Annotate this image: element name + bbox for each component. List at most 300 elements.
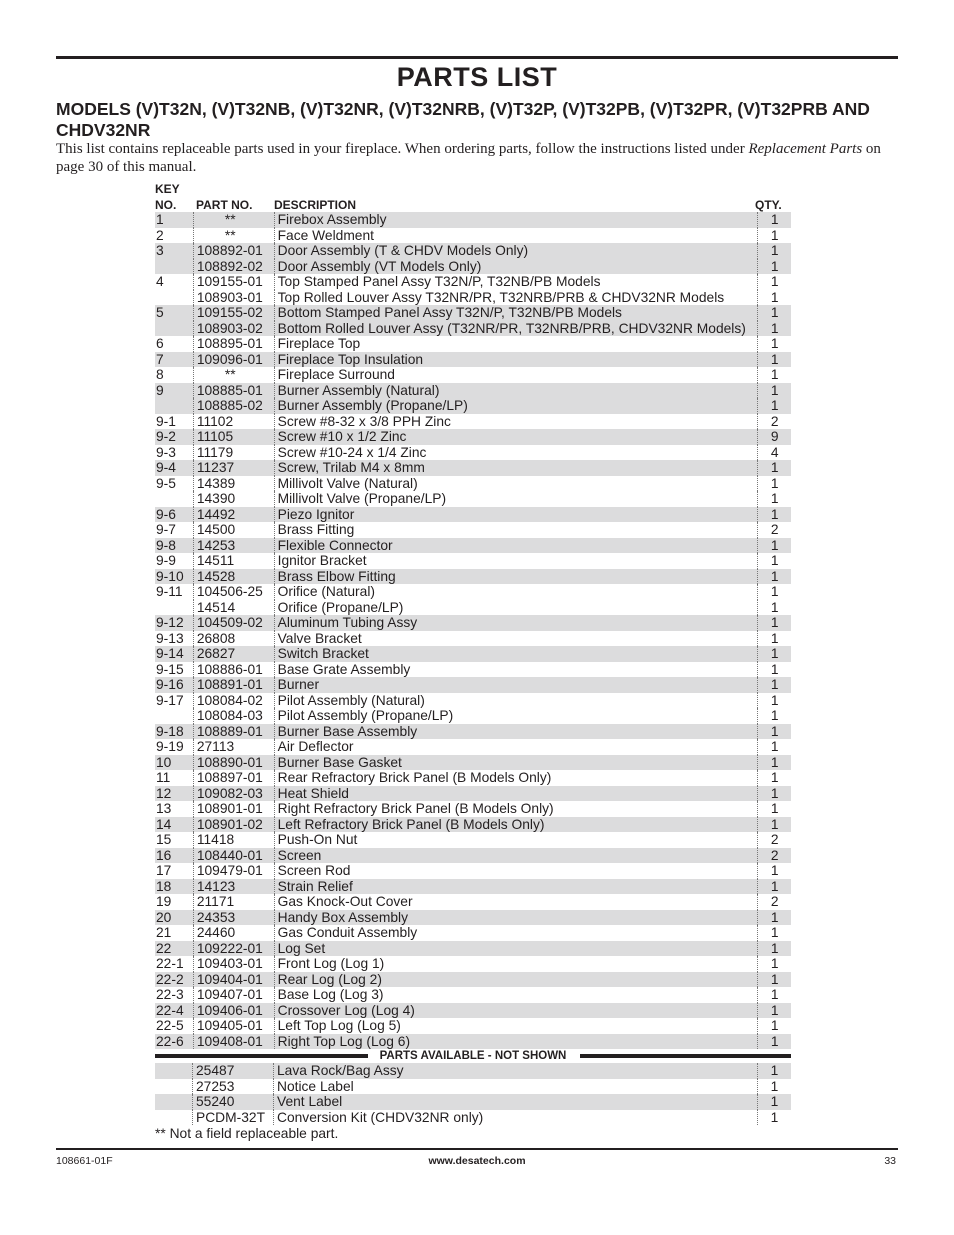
key-number: 9-10 bbox=[155, 569, 193, 585]
part-number: 11102 bbox=[193, 414, 274, 430]
key-number: 9-17 bbox=[156, 692, 184, 708]
quantity: 1 bbox=[758, 879, 791, 895]
quantity: 1 bbox=[758, 538, 791, 554]
part-number bbox=[193, 228, 274, 244]
not-shown-table bbox=[155, 1063, 791, 1125]
part-number: 108897-01 bbox=[193, 770, 274, 786]
key-number: 4 bbox=[156, 274, 164, 289]
key-number: 22-5 bbox=[156, 1018, 184, 1033]
key-number: 7 bbox=[155, 352, 193, 368]
description: Flexible Connector bbox=[274, 538, 758, 554]
description: Conversion Kit (CHDV32NR only) bbox=[274, 1110, 758, 1126]
quantity: 1 bbox=[758, 770, 791, 786]
part-number: 26808 bbox=[193, 631, 274, 647]
quantity: 1 bbox=[758, 646, 791, 662]
part-number: 108440-01 bbox=[193, 848, 274, 864]
description: Strain Relief bbox=[274, 879, 758, 895]
key-number bbox=[155, 1110, 193, 1126]
table-row bbox=[155, 398, 791, 414]
table-row bbox=[155, 677, 791, 693]
quantity: 1 bbox=[758, 491, 791, 507]
table-row bbox=[155, 290, 791, 306]
quantity: 1 bbox=[758, 724, 791, 740]
part-number: 108901-02 bbox=[193, 817, 274, 833]
table-row bbox=[155, 1079, 791, 1095]
description: Bottom Stamped Panel Assy T32N/P, T32NB/PB Models bbox=[274, 305, 758, 321]
table-row bbox=[155, 1094, 791, 1110]
part-number: 109406-01 bbox=[193, 1003, 274, 1019]
table-row bbox=[155, 228, 791, 244]
table-row bbox=[155, 1110, 791, 1126]
key-number: 9 bbox=[155, 383, 193, 399]
not-shown-label-wrap bbox=[155, 1050, 791, 1062]
key-number: 14 bbox=[155, 817, 193, 833]
quantity: 4 bbox=[758, 445, 791, 461]
key-number bbox=[155, 600, 193, 616]
not-shown-separator bbox=[155, 1050, 791, 1062]
table-row bbox=[155, 615, 791, 631]
description: Log Set bbox=[274, 941, 758, 957]
key-number: 9-13 bbox=[156, 630, 184, 646]
description: Heat Shield bbox=[274, 786, 758, 802]
key-number: 19 bbox=[156, 894, 172, 909]
description: Gas Knock-Out Cover bbox=[274, 894, 758, 910]
table-row bbox=[155, 817, 791, 833]
models-heading: MODELS (V)T32N, (V)T32NB, (V)T32NR, (V)T32NRB, (V)T32P, (V)T32PB, (V)T32PR, (V)T32PRB AND CHDV32NR bbox=[56, 99, 870, 140]
description: Screw #10-24 x 1/4 Zinc bbox=[274, 445, 758, 461]
header-description: DESCRIPTION bbox=[274, 198, 357, 212]
key-number: 16 bbox=[155, 848, 193, 864]
quantity: 9 bbox=[758, 429, 791, 445]
part-number: 108891-01 bbox=[193, 677, 274, 693]
quantity: 1 bbox=[758, 786, 791, 802]
quantity: 1 bbox=[758, 383, 791, 399]
part-number: 109155-02 bbox=[193, 305, 274, 321]
part-number: 27253 bbox=[193, 1079, 274, 1095]
part-number: 109082-03 bbox=[193, 786, 274, 802]
part-number: 14500 bbox=[193, 522, 274, 538]
part-number: 108886-01 bbox=[193, 662, 274, 678]
quantity: 1 bbox=[758, 956, 791, 972]
quantity: 1 bbox=[758, 1063, 792, 1079]
description: Brass Elbow Fitting bbox=[274, 569, 758, 585]
key-number: 9-15 bbox=[156, 661, 184, 677]
description: Burner Assembly (Natural) bbox=[274, 383, 758, 399]
quantity: 1 bbox=[758, 600, 791, 616]
description: Piezo Ignitor bbox=[274, 507, 758, 523]
quantity: 2 bbox=[758, 414, 791, 430]
quantity: 2 bbox=[758, 848, 791, 864]
table-row bbox=[155, 739, 791, 755]
table-row bbox=[155, 569, 791, 585]
key-number: 22 bbox=[155, 941, 193, 957]
key-number bbox=[155, 259, 193, 275]
quantity: 1 bbox=[758, 274, 791, 290]
quantity: 1 bbox=[758, 708, 791, 724]
part-number: 11237 bbox=[193, 460, 274, 476]
table-row bbox=[155, 832, 791, 848]
key-number: 9-8 bbox=[155, 538, 193, 554]
part-number: 11418 bbox=[193, 832, 274, 848]
quantity: 1 bbox=[758, 352, 791, 368]
part-number: 25487 bbox=[193, 1063, 274, 1079]
part-number: 108890-01 bbox=[193, 755, 274, 771]
description: Burner Assembly (Propane/LP) bbox=[274, 398, 758, 414]
table-row bbox=[155, 321, 791, 337]
part-number: 11105 bbox=[193, 429, 274, 445]
quantity: 1 bbox=[758, 1094, 792, 1110]
quantity: 1 bbox=[758, 1110, 792, 1126]
key-number: 9-7 bbox=[156, 522, 176, 537]
description: Air Deflector bbox=[274, 739, 758, 755]
table-row bbox=[155, 553, 791, 569]
key-number: 9-3 bbox=[156, 444, 176, 460]
table-row bbox=[155, 972, 791, 988]
key-number bbox=[155, 1079, 193, 1095]
table-row bbox=[155, 367, 791, 383]
quantity: 1 bbox=[758, 584, 791, 600]
part-number: 108885-02 bbox=[193, 398, 274, 414]
part-number-text: ** bbox=[224, 212, 236, 227]
key-number: 22-4 bbox=[155, 1003, 193, 1019]
header-key-line2: NO. bbox=[155, 198, 177, 212]
description: Burner Base Assembly bbox=[274, 724, 758, 740]
description: Fireplace Surround bbox=[274, 367, 758, 383]
quantity: 1 bbox=[758, 739, 791, 755]
quantity: 1 bbox=[758, 755, 791, 771]
quantity: 1 bbox=[758, 569, 791, 585]
header-part-no: PART NO. bbox=[196, 198, 253, 212]
key-number: 10 bbox=[155, 755, 193, 771]
description: Vent Label bbox=[274, 1094, 758, 1110]
key-number: 22-6 bbox=[155, 1034, 193, 1050]
bottom-rule bbox=[56, 1148, 898, 1150]
table-row bbox=[155, 1018, 791, 1034]
intro-text-end: on page 30 of this manual. bbox=[56, 141, 881, 175]
table-row bbox=[155, 724, 791, 740]
part-number: 109155-01 bbox=[193, 274, 274, 290]
header-qty: QTY. bbox=[755, 198, 782, 212]
table-row bbox=[155, 801, 791, 817]
key-number: 9-19 bbox=[156, 739, 184, 754]
key-number: 9-14 bbox=[155, 646, 193, 662]
quantity: 1 bbox=[758, 305, 791, 321]
table-row bbox=[155, 259, 791, 275]
key-number: 9-5 bbox=[156, 475, 176, 491]
description: Fireplace Top bbox=[274, 336, 758, 352]
key-number: 9-11 bbox=[156, 584, 183, 599]
key-number bbox=[155, 398, 193, 414]
table-row bbox=[155, 879, 791, 895]
part-number: 21171 bbox=[193, 894, 274, 910]
description: Screw #8-32 x 3/8 PPH Zinc bbox=[274, 414, 758, 430]
footnote: ** Not a field replaceable part. bbox=[155, 1126, 339, 1141]
part-number: 108895-01 bbox=[193, 336, 274, 352]
key-number bbox=[155, 1094, 193, 1110]
quantity: 1 bbox=[758, 693, 791, 709]
description: Millivolt Valve (Propane/LP) bbox=[274, 491, 758, 507]
part-number: 14389 bbox=[193, 476, 274, 492]
key-number: 9-18 bbox=[155, 724, 193, 740]
description: Brass Fitting bbox=[274, 522, 758, 538]
part-number: 14492 bbox=[193, 507, 274, 523]
key-number: 22-2 bbox=[155, 972, 193, 988]
part-number: 14514 bbox=[193, 600, 274, 616]
part-number: 108084-03 bbox=[193, 708, 274, 724]
parts-table bbox=[155, 212, 791, 1049]
part-number-text: ** bbox=[224, 227, 236, 243]
part-number: PCDM-32T bbox=[193, 1110, 274, 1126]
description: Firebox Assembly bbox=[274, 212, 758, 228]
part-number: 109407-01 bbox=[193, 987, 274, 1003]
key-number: 1 bbox=[155, 212, 193, 228]
quantity: 1 bbox=[758, 398, 791, 414]
description: Screw #10 x 1/2 Zinc bbox=[274, 429, 758, 445]
description: Rear Log (Log 2) bbox=[274, 972, 758, 988]
quantity: 1 bbox=[758, 460, 791, 476]
description: Front Log (Log 1) bbox=[274, 956, 758, 972]
key-number: 13 bbox=[156, 801, 172, 816]
table-row bbox=[155, 305, 791, 321]
description: Right Top Log (Log 6) bbox=[274, 1034, 758, 1050]
intro-italic: Replacement Parts bbox=[748, 141, 863, 157]
table-row bbox=[155, 941, 791, 957]
quantity: 1 bbox=[758, 259, 791, 275]
key-number bbox=[155, 321, 193, 337]
table-row bbox=[155, 460, 791, 476]
description: Crossover Log (Log 4) bbox=[274, 1003, 758, 1019]
description: Screw, Trilab M4 x 8mm bbox=[274, 460, 758, 476]
table-row bbox=[155, 863, 791, 879]
quantity: 2 bbox=[758, 832, 791, 848]
table-row bbox=[155, 429, 791, 445]
table-row bbox=[155, 646, 791, 662]
table-row bbox=[155, 507, 791, 523]
part-number: 108084-02 bbox=[193, 693, 274, 709]
table-row bbox=[155, 910, 791, 926]
key-number: 8 bbox=[156, 367, 164, 382]
key-number: 21 bbox=[156, 925, 172, 940]
quantity: 1 bbox=[758, 367, 791, 383]
description: Door Assembly (VT Models Only) bbox=[274, 259, 758, 275]
quantity: 1 bbox=[758, 910, 791, 926]
quantity: 1 bbox=[758, 243, 791, 259]
description: Rear Refractory Brick Panel (B Models Only) bbox=[274, 770, 758, 786]
table-row bbox=[155, 1034, 791, 1050]
key-number: 6 bbox=[156, 336, 164, 351]
quantity: 1 bbox=[758, 863, 791, 879]
quantity: 2 bbox=[758, 522, 791, 538]
table-row bbox=[155, 243, 791, 259]
part-number: 14511 bbox=[193, 553, 274, 569]
description: Push-On Nut bbox=[274, 832, 758, 848]
part-number: 109479-01 bbox=[193, 863, 274, 879]
description: Burner bbox=[274, 677, 758, 693]
part-number: 55240 bbox=[193, 1094, 274, 1110]
description: Screen bbox=[274, 848, 758, 864]
table-row bbox=[155, 631, 791, 647]
part-number: 108903-01 bbox=[193, 290, 274, 306]
description: Bottom Rolled Louver Assy (T32NR/PR, T32NRB/PRB, CHDV32NR Models) bbox=[274, 321, 758, 337]
description: Orifice (Natural) bbox=[274, 584, 758, 600]
quantity: 1 bbox=[758, 290, 791, 306]
description: Base Grate Assembly bbox=[274, 662, 758, 678]
part-number: 108892-01 bbox=[193, 243, 274, 259]
description: Left Refractory Brick Panel (B Models Only) bbox=[274, 817, 758, 833]
description: Ignitor Bracket bbox=[274, 553, 758, 569]
part-number bbox=[193, 212, 274, 228]
table-row bbox=[155, 770, 791, 786]
header-key bbox=[155, 181, 180, 213]
intro-paragraph bbox=[56, 140, 901, 176]
key-number: 9-2 bbox=[155, 429, 193, 445]
quantity: 1 bbox=[758, 553, 791, 569]
key-number: 9-6 bbox=[155, 507, 193, 523]
key-number: 9-9 bbox=[156, 553, 176, 568]
page-title: PARTS LIST bbox=[396, 62, 558, 92]
table-row bbox=[155, 212, 791, 228]
table-row bbox=[155, 414, 791, 430]
description: Millivolt Valve (Natural) bbox=[274, 476, 758, 492]
table-row bbox=[155, 491, 791, 507]
table-row bbox=[155, 987, 791, 1003]
quantity: 1 bbox=[758, 662, 791, 678]
table-row bbox=[155, 476, 791, 492]
part-number: 24460 bbox=[193, 925, 274, 941]
key-number: 17 bbox=[156, 863, 172, 878]
quantity: 1 bbox=[758, 972, 791, 988]
quantity: 1 bbox=[758, 987, 791, 1003]
not-shown-label: PARTS AVAILABLE - NOT SHOWN bbox=[374, 1050, 573, 1062]
description: Orifice (Propane/LP) bbox=[274, 600, 758, 616]
part-number: 104509-02 bbox=[193, 615, 274, 631]
part-number: 108892-02 bbox=[193, 259, 274, 275]
key-number bbox=[155, 491, 193, 507]
description: Notice Label bbox=[274, 1079, 758, 1095]
part-number: 108903-02 bbox=[193, 321, 274, 337]
key-number bbox=[155, 1063, 193, 1079]
table-row bbox=[155, 1003, 791, 1019]
doc-number: 108661-01F bbox=[56, 1155, 113, 1167]
description: Valve Bracket bbox=[274, 631, 758, 647]
quantity: 1 bbox=[758, 1079, 792, 1095]
quantity: 1 bbox=[758, 476, 791, 492]
quantity: 1 bbox=[758, 941, 791, 957]
quantity: 1 bbox=[758, 507, 791, 523]
quantity: 1 bbox=[758, 1018, 791, 1034]
table-row bbox=[155, 336, 791, 352]
key-number: 3 bbox=[155, 243, 193, 259]
description: Switch Bracket bbox=[274, 646, 758, 662]
table-row bbox=[155, 925, 791, 941]
quantity: 1 bbox=[758, 631, 791, 647]
key-number: 9-1 bbox=[156, 413, 176, 429]
table-row bbox=[155, 956, 791, 972]
table-row bbox=[155, 693, 791, 709]
table-row bbox=[155, 274, 791, 290]
part-number: 108885-01 bbox=[193, 383, 274, 399]
key-number: 18 bbox=[155, 879, 193, 895]
description: Gas Conduit Assembly bbox=[274, 925, 758, 941]
part-number: 109408-01 bbox=[193, 1034, 274, 1050]
part-number: 109404-01 bbox=[193, 972, 274, 988]
key-number bbox=[155, 290, 193, 306]
description: Screen Rod bbox=[274, 863, 758, 879]
description: Top Stamped Panel Assy T32N/P, T32NB/PB Models bbox=[274, 274, 758, 290]
quantity: 1 bbox=[758, 212, 791, 228]
quantity: 2 bbox=[758, 894, 791, 910]
table-row bbox=[155, 662, 791, 678]
part-number: 24353 bbox=[193, 910, 274, 926]
table-row bbox=[155, 848, 791, 864]
key-number: 22-1 bbox=[156, 956, 184, 971]
part-number-text: ** bbox=[224, 367, 236, 382]
key-number: 15 bbox=[156, 832, 172, 847]
intro-text: This list contains replaceable parts used in your fireplace. When ordering parts, follow the instructions listed under bbox=[56, 141, 749, 157]
key-number: 22-3 bbox=[156, 987, 184, 1002]
quantity: 1 bbox=[758, 677, 791, 693]
key-number: 9-16 bbox=[155, 677, 193, 693]
table-row bbox=[155, 522, 791, 538]
table-row bbox=[155, 383, 791, 399]
description: Handy Box Assembly bbox=[274, 910, 758, 926]
key-number: 20 bbox=[155, 910, 193, 926]
description: Fireplace Top Insulation bbox=[274, 352, 758, 368]
part-number: 14123 bbox=[193, 879, 274, 895]
part-number: 26827 bbox=[193, 646, 274, 662]
description: Burner Base Gasket bbox=[274, 755, 758, 771]
key-number: 11 bbox=[156, 770, 171, 785]
key-number: 9-12 bbox=[155, 615, 193, 631]
description: Top Rolled Louver Assy T32NR/PR, T32NRB/PRB & CHDV32NR Models bbox=[274, 290, 758, 306]
description: Left Top Log (Log 5) bbox=[274, 1018, 758, 1034]
top-rule bbox=[56, 56, 898, 59]
table-row bbox=[155, 755, 791, 771]
part-number: 11179 bbox=[193, 445, 274, 461]
description: Face Weldment bbox=[274, 228, 758, 244]
table-row bbox=[155, 352, 791, 368]
part-number: 14528 bbox=[193, 569, 274, 585]
description: Lava Rock/Bag Assy bbox=[274, 1063, 758, 1079]
part-number: 109405-01 bbox=[193, 1018, 274, 1034]
part-number: 14253 bbox=[193, 538, 274, 554]
part-number: 109096-01 bbox=[193, 352, 274, 368]
table-row bbox=[155, 600, 791, 616]
description: Pilot Assembly (Natural) bbox=[274, 693, 758, 709]
key-number: 5 bbox=[155, 305, 193, 321]
description: Pilot Assembly (Propane/LP) bbox=[274, 708, 758, 724]
part-number bbox=[193, 367, 274, 383]
page-number: 33 bbox=[884, 1155, 896, 1167]
key-number bbox=[155, 708, 193, 724]
table-row bbox=[155, 894, 791, 910]
part-number: 109403-01 bbox=[193, 956, 274, 972]
description: Door Assembly (T & CHDV Models Only) bbox=[274, 243, 758, 259]
description: Base Log (Log 3) bbox=[274, 987, 758, 1003]
description: Right Refractory Brick Panel (B Models Only) bbox=[274, 801, 758, 817]
quantity: 1 bbox=[758, 801, 791, 817]
table-row bbox=[155, 584, 791, 600]
table-row bbox=[155, 708, 791, 724]
website: www.desatech.com bbox=[428, 1155, 526, 1167]
table-row bbox=[155, 786, 791, 802]
quantity: 1 bbox=[758, 1034, 791, 1050]
table-row bbox=[155, 538, 791, 554]
quantity: 1 bbox=[758, 615, 791, 631]
quantity: 1 bbox=[758, 336, 791, 352]
key-number: 9-4 bbox=[155, 460, 193, 476]
table-row bbox=[155, 1063, 791, 1079]
